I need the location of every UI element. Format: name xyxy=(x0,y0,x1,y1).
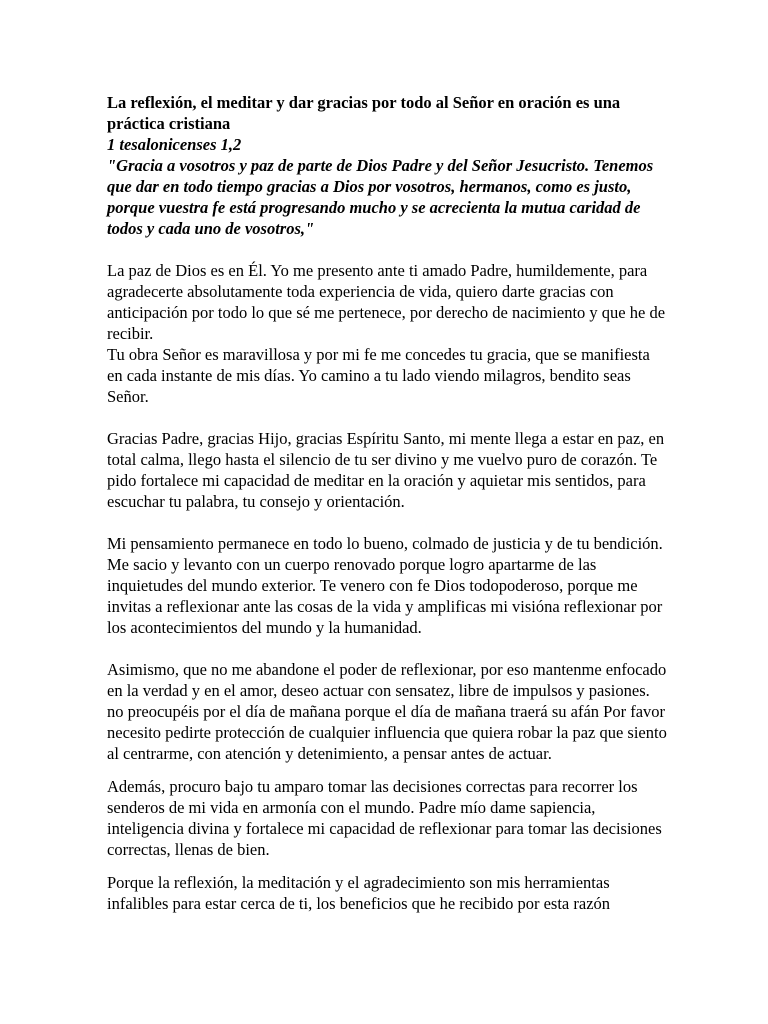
paragraph-4: Mi pensamiento permanece en todo lo bueno, colmado de justicia y de tu bendición. Me sacio y levanto con un cuerpo renovado porque logro apartarme de las inquietudes del mundo exterior. Te venero con fe Dios todopoderoso, porque me invitas a reflexionar ante las cosas de la vida y amplificas mi visióna reflexionar por los acontecimientos del mundo y la humanidad. xyxy=(107,534,663,637)
paragraph-6: Además, procuro bajo tu amparo tomar las decisiones correctas para recorrer los senderos de mi vida en armonía con el mundo. Padre mío dame sapiencia, inteligencia divina y fortalece mi capacidad de reflexionar para tomar las decisiones correctas, llenas de bien. xyxy=(107,777,662,859)
paragraph-5: Asimismo, que no me abandone el poder de reflexionar, por eso mantenme enfocado en la verdad y en el amor, deseo actuar con sensatez, libre de impulsos y pasiones. no preocupéis por el día de mañana porque el día de mañana traerá su afán Por favor necesito pedirte protección de cualquier influencia que quiera robar la paz que siento al centrarme, con atención y detenimiento, a pensar antes de actuar. xyxy=(107,660,667,763)
scripture-reference: 1 tesalonicenses 1,2 xyxy=(107,135,242,154)
paragraph-3: Gracias Padre, gracias Hijo, gracias Espíritu Santo, mi mente llega a estar en paz, en total calma, llego hasta el silencio de tu ser divino y me vuelvo puro de corazón. Te pido fortalece mi capacidad de meditar en la oración y aquietar mis sentidos, para escuchar tu palabra, tu consejo y orientación. xyxy=(107,429,665,511)
paragraph-2: Tu obra Señor es maravillosa y por mi fe me concedes tu gracia, que se manifiesta en cada instante de mis días. Yo camino a tu lado viendo milagros, bendito seas Señor. xyxy=(107,345,650,406)
document-page xyxy=(107,92,667,914)
document-title: La reflexión, el meditar y dar gracias por todo al Señor en oración es una práctica cristiana xyxy=(107,93,621,133)
scripture-quote: "Gracia a vosotros y paz de parte de Dios Padre y del Señor Jesucristo. Tenemos que dar en todo tiempo gracias a Dios por vosotros, hermanos, como es justo, porque vuestra fe está progresando mucho y se acrecienta la mutua caridad de todos y cada uno de vosotros," xyxy=(107,156,654,238)
paragraph-1: La paz de Dios es en Él. Yo me presento ante ti amado Padre, humildemente, para agradecerte absolutamente toda experiencia de vida, quiero darte gracias con anticipación por todo lo que sé me pertenece, por derecho de nacimiento y que he de recibir. xyxy=(107,261,666,343)
paragraph-7: Porque la reflexión, la meditación y el agradecimiento son mis herramientas infalibles para estar cerca de ti, los beneficios que he recibido por esta razón xyxy=(107,873,611,913)
